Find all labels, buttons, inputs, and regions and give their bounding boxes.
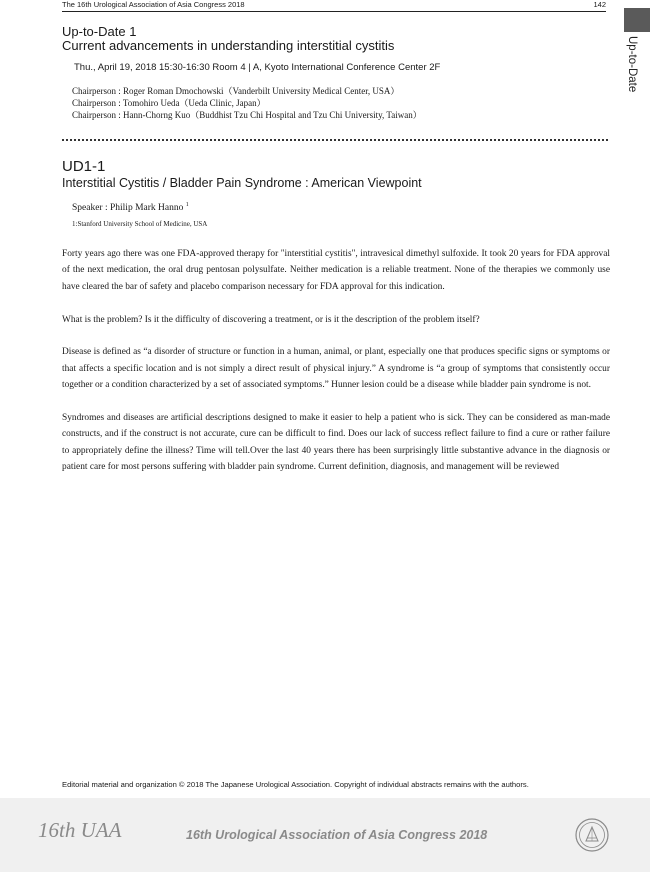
body-paragraph: What is the problem? Is it the difficulty of discovering a treatment, or is it the description of the problem itself? (62, 314, 480, 325)
editorial-note: Editorial material and organization © 2018 The Japanese Urological Association. Copyright of individual abstracts remains with the authors. (62, 780, 529, 789)
body-paragraph: Disease is defined as “a disorder of structure or function in a human, animal, or plant, especially one that produces specific signs or symptoms or that affects a specific location and is not simply a direct result of physical injury.” A syndrome is “a group of symptoms that consistently occur together or a condition characterized by a set of associated symptoms.” Hunner lesion could be a disease while bladder pain syndrome is not. (62, 347, 610, 391)
body-paragraph: Syndromes and diseases are artificial descriptions designed to make it easier to help a patient who is sick. They can be considered as man-made constructs, and if the construct is not accurate, cure can be difficult to find. Does our lack of success reflect failure to find a cure or rather failure to appropriately define the illness? Time will tell.Over the last 40 years there has been surprisingly little substantive advance in the diagnosis or patient care for most persons suffering with bladder pain syndrome. Current definition, diagnosis, and management will be reviewed (62, 413, 610, 473)
affiliation: 1:Stanford University School of Medicine, USA (72, 220, 208, 228)
session-when-where: Thu., April 19, 2018 15:30-16:30 Room 4 | A, Kyoto International Conference Center 2F (74, 62, 441, 73)
congress-logo: 16th UAA (38, 818, 122, 842)
chairperson: Chairperson : Hann-Chorng Kuo（Buddhist Tzu Chi Hospital and Tzu Chi University, Taiwan） (72, 110, 422, 120)
session-label: Up-to-Date 1 (62, 24, 137, 39)
session-title: Current advancements in understanding interstitial cystitis (62, 38, 395, 53)
chairperson: Chairperson : Tomohiro Ueda（Ueda Clinic, Japan） (72, 98, 266, 108)
page-number: 142 (593, 0, 606, 9)
chairperson: Chairperson : Roger Roman Dmochowski（Vanderbilt University Medical Center, USA） (72, 86, 400, 96)
section-divider (62, 139, 608, 141)
side-tab-label: Up-to-Date (626, 36, 638, 93)
side-tab (624, 8, 650, 32)
footer-congress-name: 16th Urological Association of Asia Congress 2018 (186, 828, 488, 842)
speaker (72, 202, 189, 213)
body-paragraph: Forty years ago there was one FDA-approved therapy for "interstitial cystitis", intravesical dimethyl sulfoxide. It took 20 years for FDA approval of the next medication, the oral drug pentosan polysulfate. Neither medication is a reliable treatment. None of the therapies we commonly use have cleared the bar of safety and placebo comparison necessary for FDA approval for this indication. (62, 249, 610, 292)
header-congress: The 16th Urological Association of Asia Congress 2018 (62, 0, 245, 9)
abstract-title: Interstitial Cystitis / Bladder Pain Syndrome : American Viewpoint (62, 176, 422, 190)
speaker-name: Speaker : Philip Mark Hanno (72, 203, 184, 214)
chairperson-list (72, 85, 422, 121)
running-header (62, 0, 606, 12)
speaker-affiliation-mark: 1 (185, 202, 189, 208)
association-seal-icon (575, 818, 609, 852)
abstract-body (62, 246, 610, 492)
abstract-id: UD1-1 (62, 158, 106, 175)
